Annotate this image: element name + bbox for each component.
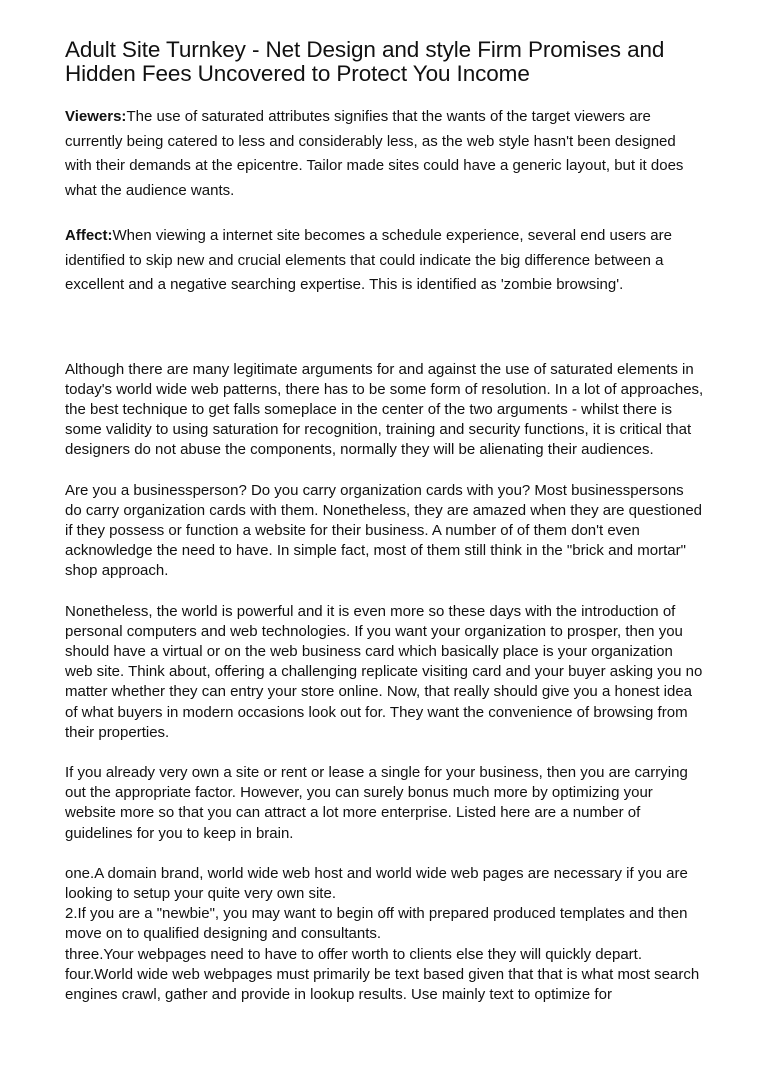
viewers-label: Viewers: [65, 108, 127, 125]
affect-paragraph [65, 224, 704, 298]
list-item: four.World wide web webpages must primarily be text based given that that is what most search engines crawl, gather and provide in lookup results. Use mainly text to optimize for [65, 965, 700, 1003]
body-paragraph: Nonetheless, the world is powerful and it is even more so these days with the introduction of personal computers and web technologies. If you want your organization to prosper, then you should have a virtual or on the web business card which basically place is your organization web site. Think about, offering a challenging replicate visiting card and your buyer asking you no matter whether they can entry your store online. Now, that really should give you a honest idea of what buyers in modern occasions look out for. They want the convenience of browsing from their properties. [65, 602, 703, 741]
viewers-paragraph [65, 105, 704, 203]
body-paragraph: Are you a businessperson? Do you carry organization cards with you? Most businesspersons do carry organization cards with them. Nonetheless, they are amazed when they are questioned if they possess or function a website for their business. A number of of them don't even acknowledge the need to have. In simple fact, most of them still think in the "brick and mortar" shop approach. [65, 481, 703, 580]
body-paragraph: If you already very own a site or rent or lease a single for your business, then you are carrying out the appropriate factor. However, you can surely bonus much more by optimizing your website more so that you can attract a lot more enterprise. Listed here are a number of guidelines for you to keep in brain. [65, 763, 688, 842]
affect-text: When viewing a internet site becomes a schedule experience, several end users are identified to skip new and crucial elements that could indicate the big difference between a excellent and a negative searching expertise. This is identified as 'zombie browsing'. [65, 227, 672, 293]
list-item: 2.If you are a "newbie", you may want to begin off with prepared produced templates and then move on to qualified designing and consultants. [65, 905, 688, 943]
list-item: one.A domain brand, world wide web host and world wide web pages are necessary if you are looking to setup your quite very own site. [65, 864, 688, 902]
list-item: three.Your webpages need to have to offer worth to clients else they will quickly depart. [65, 945, 643, 963]
document-title: Adult Site Turnkey - Net Design and style Firm Promises and Hidden Fees Uncovered to Protect You Income [65, 37, 665, 86]
body-paragraph: Although there are many legitimate arguments for and against the use of saturated elements in today's world wide web patterns, there has to be some form of resolution. In a lot of approaches, the best technique to get falls someplace in the center of the two arguments - whilst there is some validity to using saturation for recognition, training and security functions, it is critical that designers do not abuse the components, normally they will be alienating their audiences. [65, 360, 704, 459]
affect-label: Affect: [65, 227, 113, 244]
viewers-text: The use of saturated attributes signifies that the wants of the target viewers are currently being catered to less and considerably less, as the web style hasn't been designed with their demands at the epicentre. Tailor made sites could have a generic layout, but it does what the audience wants. [65, 108, 684, 199]
tips-list [65, 864, 704, 1005]
